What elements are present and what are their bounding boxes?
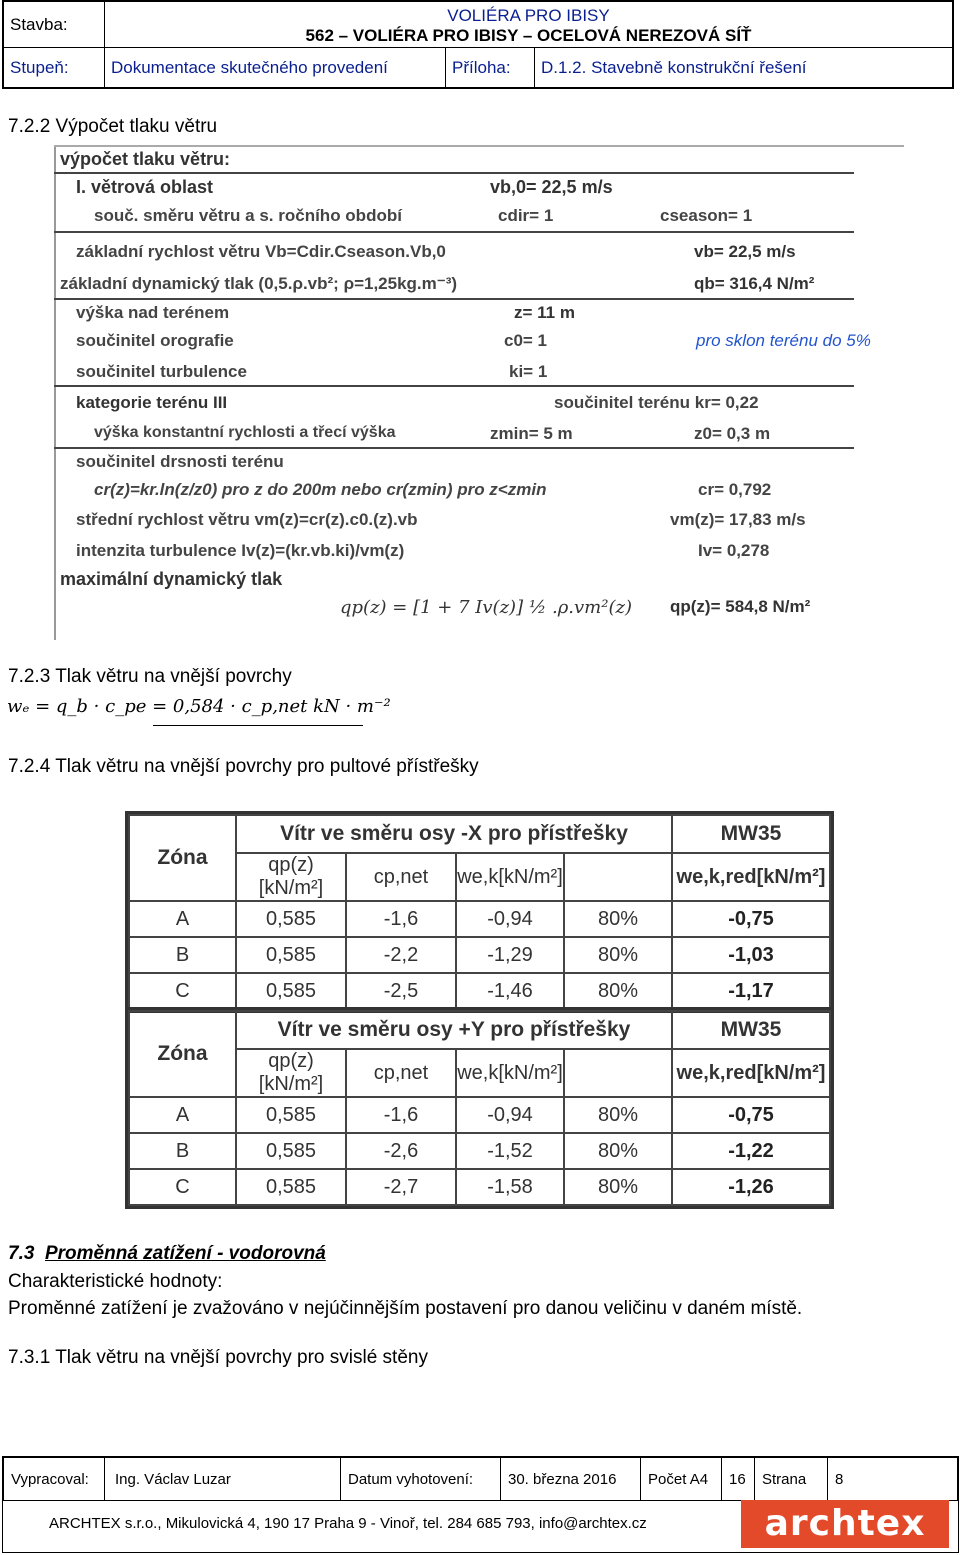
cell: -0,75 <box>672 901 830 937</box>
wind-pressure-calculation <box>54 145 904 640</box>
cell: -2,2 <box>346 937 456 973</box>
project-title <box>105 2 953 48</box>
calc-drsnost: součinitel drsnosti terénu <box>76 452 284 471</box>
calc-intenzita: intenzita turbulence Iv(z)=(kr.vb.ki)/vm(z) <box>76 541 405 560</box>
table-row <box>129 901 830 937</box>
page-header <box>2 0 954 89</box>
cell: 0,585 <box>236 1169 346 1205</box>
cell: -1,52 <box>456 1133 564 1169</box>
calc-ki: ki= 1 <box>509 362 548 381</box>
stupen-label: Stupeň: <box>4 48 105 88</box>
wind-table-minus-x <box>125 811 834 1013</box>
col-qp: qp(z)[kN/m²] <box>236 853 346 901</box>
cell: 80% <box>564 1133 672 1169</box>
project-title-line2: 562 – VOLIÉRA PRO IBISY – OCELOVÁ NEREZOVÁ SÍŤ <box>305 26 752 45</box>
col-we-k: we,k[kN/m²] <box>456 853 564 901</box>
cell: 0,585 <box>236 973 346 1009</box>
calc-qb: qb= 316,4 N/m² <box>694 274 815 293</box>
calc-z: z= 11 m <box>514 303 575 322</box>
characteristic-values: Charakteristické hodnoty: <box>8 1271 223 1292</box>
calc-divider <box>54 231 854 233</box>
calc-vb: vb= 22,5 m/s <box>694 242 796 261</box>
cell: 80% <box>564 1169 672 1205</box>
cell: -1,26 <box>672 1169 830 1205</box>
calc-divider <box>54 447 854 449</box>
cell: 0,585 <box>236 1097 346 1133</box>
strana-value: 8 <box>828 1458 958 1501</box>
cell: 0,585 <box>236 901 346 937</box>
col-we-k: we,k[kN/m²] <box>456 1049 564 1097</box>
table-row <box>129 973 830 1009</box>
section-7-2-2: 7.2.2 Výpočet tlaku větru <box>8 116 218 137</box>
calc-top-line <box>54 145 904 147</box>
cell: -1,46 <box>456 973 564 1009</box>
calc-zakl-dyn: základní dynamický tlak (0,5.ρ.vb²; ρ=1,25kg.m⁻³) <box>60 274 458 293</box>
calc-c0: c0= 1 <box>504 331 548 350</box>
zone-header: Zóna <box>129 815 236 901</box>
mw-header: MW35 <box>672 815 830 853</box>
priloha-label: Příloha: <box>446 48 535 88</box>
strana-label: Strana <box>755 1458 828 1501</box>
table-row <box>129 937 830 973</box>
stupen-value: Dokumentace skutečného provedení <box>105 48 446 88</box>
group-header: Vítr ve směru osy -X pro přístřešky <box>236 815 672 853</box>
vypracoval-value: Ing. Václav Luzar <box>105 1458 341 1501</box>
cell: C <box>129 973 236 1009</box>
calc-konst: výška konstantní rychlosti a třecí výška <box>94 424 396 441</box>
cell: 80% <box>564 973 672 1009</box>
cell: -1,22 <box>672 1133 830 1169</box>
calc-cdir: cdir= 1 <box>498 206 554 225</box>
wind-table-plus-y <box>125 1007 834 1209</box>
calc-stredni: střední rychlost větru vm(z)=cr(z).c0.(z).vb <box>76 510 418 529</box>
cell: -1,58 <box>456 1169 564 1205</box>
vypracoval-label: Vypracoval: <box>4 1458 105 1501</box>
cell: -0,75 <box>672 1097 830 1133</box>
col-cp-net: cp,net <box>346 1049 456 1097</box>
cell: A <box>129 1097 236 1133</box>
calc-qp: qp(z)= 584,8 N/m² <box>670 597 811 616</box>
calc-title: výpočet tlaku větru: <box>60 149 231 169</box>
calc-vm: vm(z)= 17,83 m/s <box>670 510 806 529</box>
calc-orografie: součinitel orografie <box>76 331 234 350</box>
mw-header: MW35 <box>672 1011 830 1049</box>
table-row <box>129 1133 830 1169</box>
col-we-k-red: we,k,red[kN/m²] <box>672 853 830 901</box>
cell: 0,585 <box>236 1133 346 1169</box>
calc-iv: Iv= 0,278 <box>698 541 770 560</box>
calc-zakl-rych: základní rychlost větru Vb=Cdir.Cseason.Vb,0 <box>76 242 446 261</box>
cell: -2,5 <box>346 973 456 1009</box>
company-address: ARCHTEX s.r.o., Mikulovická 4, 190 17 Praha 9 - Vinoř, tel. 284 685 793, info@archtex.cz <box>49 1515 647 1532</box>
col-we-k-red: we,k,red[kN/m²] <box>672 1049 830 1097</box>
section-7-3 <box>8 1243 326 1265</box>
cell: B <box>129 937 236 973</box>
calc-vyska: výška nad terénem <box>76 303 230 322</box>
section-7-3-number: 7.3 <box>8 1243 35 1264</box>
cell: -1,6 <box>346 901 456 937</box>
section-7-2-3: 7.2.3 Tlak větru na vnější povrchy <box>8 666 292 687</box>
stavba-label: Stavba: <box>4 2 105 48</box>
col-qp: qp(z)[kN/m²] <box>236 1049 346 1097</box>
pocet-value: 16 <box>722 1458 755 1501</box>
calc-zmin: zmin= 5 m <box>490 424 573 443</box>
archtex-logo: archtex <box>741 1500 949 1548</box>
calc-kr: součinitel terénu kr= 0,22 <box>554 393 759 412</box>
cell: -1,6 <box>346 1097 456 1133</box>
calc-divider <box>54 298 854 300</box>
zone-header: Zóna <box>129 1011 236 1097</box>
calc-turb: součinitel turbulence <box>76 362 247 381</box>
cell: -1,03 <box>672 937 830 973</box>
section-7-2-4: 7.2.4 Tlak větru na vnější povrchy pro pultové přístřešky <box>8 756 479 777</box>
calc-max: maximální dynamický tlak <box>60 569 283 589</box>
calc-kategorie: kategorie terénu III <box>76 393 228 412</box>
calc-cseason: cseason= 1 <box>660 206 753 225</box>
pocet-label: Počet A4 <box>641 1458 722 1501</box>
col-percent <box>564 1049 672 1097</box>
calc-cr: cr= 0,792 <box>698 480 772 499</box>
cell: 80% <box>564 901 672 937</box>
formula-underline <box>153 725 363 726</box>
cell: B <box>129 1133 236 1169</box>
datum-label: Datum vyhotovení: <box>341 1458 501 1501</box>
cell: -2,7 <box>346 1169 456 1205</box>
cell: A <box>129 901 236 937</box>
cell: -1,17 <box>672 973 830 1009</box>
page-footer <box>2 1456 959 1553</box>
group-header: Vítr ve směru osy +Y pro přístřešky <box>236 1011 672 1049</box>
section-7-3-title: Proměnná zatížení - vodorovná <box>44 1243 326 1264</box>
cell: -1,29 <box>456 937 564 973</box>
cell: 0,585 <box>236 937 346 973</box>
calc-cr-formula: cr(z)=kr.ln(z/z0) pro z do 200m nebo cr(zmin) pro z<zmin <box>94 480 547 499</box>
table-row <box>129 1097 830 1133</box>
priloha-value: D.1.2. Stavebně konstrukční řešení <box>535 48 953 88</box>
cell: C <box>129 1169 236 1205</box>
project-title-line1: VOLIÉRA PRO IBISY <box>447 6 610 25</box>
cell: -0,94 <box>456 901 564 937</box>
calc-left-border <box>54 145 56 640</box>
calc-qp-formula: qp(z) = [1 + 7 Iv(z)] ½ .ρ.vm²(z) <box>340 597 632 618</box>
wind-formula <box>7 696 391 717</box>
cell: -0,94 <box>456 1097 564 1133</box>
cell: 80% <box>564 937 672 973</box>
calc-divider <box>54 172 854 174</box>
calc-souc: souč. směru větru a s. ročního období <box>94 206 402 225</box>
calc-oblast: I. větrová oblast <box>76 177 214 197</box>
calc-divider <box>54 385 854 387</box>
variable-load-text: Proměnné zatížení je zvažováno v nejúčinnějším postavení pro danou veličinu v daném místě. <box>8 1298 803 1319</box>
table-row <box>129 1169 830 1205</box>
cell: -2,6 <box>346 1133 456 1169</box>
col-cp-net: cp,net <box>346 853 456 901</box>
calc-vb0: vb,0= 22,5 m/s <box>490 177 613 197</box>
col-percent <box>564 853 672 901</box>
section-7-3-1: 7.3.1 Tlak větru na vnější povrchy pro svislé stěny <box>8 1347 428 1368</box>
wind-formula-text: wₑ = q_b · c_pe = 0,584 · c_p,net kN · m⁻² <box>7 696 391 717</box>
datum-value: 30. března 2016 <box>501 1458 641 1501</box>
cell: 80% <box>564 1097 672 1133</box>
calc-z0: z0= 0,3 m <box>694 424 771 443</box>
calc-sklon-note: pro sklon terénu do 5% <box>696 331 871 350</box>
